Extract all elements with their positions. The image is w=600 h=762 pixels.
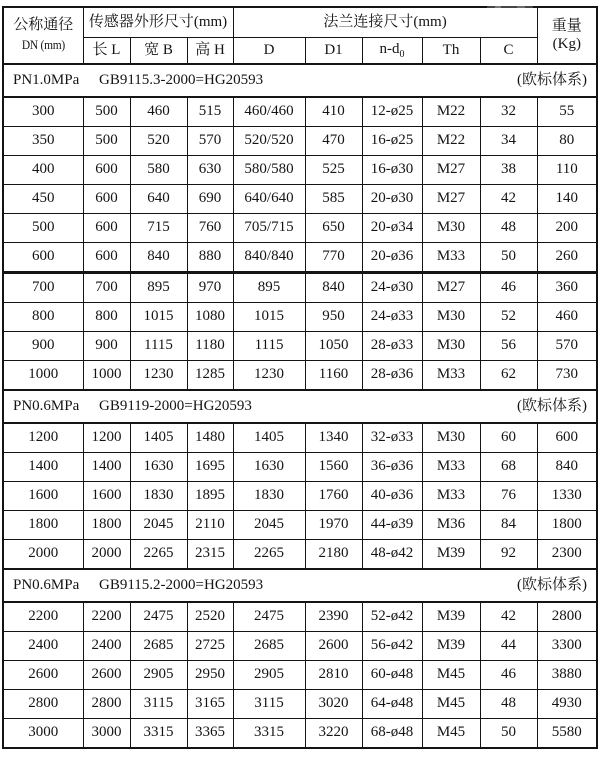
spec-cell: 600: [83, 243, 130, 273]
spec-cell: 62: [480, 361, 537, 391]
spec-cell: 1405: [130, 423, 187, 453]
spec-cell: 60-ø48: [362, 661, 422, 690]
spec-cell: 300: [3, 97, 83, 127]
spec-cell: 460: [537, 303, 597, 332]
spec-cell: 1630: [233, 453, 305, 482]
spec-cell: 80: [537, 127, 597, 156]
standard-code: GB9119-2000=HG20593: [99, 397, 252, 414]
spec-cell: 500: [83, 127, 130, 156]
spec-cell: 800: [83, 303, 130, 332]
spec-cell: 1015: [130, 303, 187, 332]
spec-cell: 2905: [233, 661, 305, 690]
spec-cell: 2265: [130, 540, 187, 570]
spec-cell: 56-ø42: [362, 632, 422, 661]
spec-cell: 3000: [3, 719, 83, 749]
col-header-height-h: 高 H: [187, 38, 233, 65]
spec-row: [3, 540, 597, 570]
spec-cell: 2200: [3, 602, 83, 632]
spec-cell: 1230: [130, 361, 187, 391]
spec-cell: 515: [187, 97, 233, 127]
spec-cell: 580/580: [233, 156, 305, 185]
spec-cell: 2000: [83, 540, 130, 570]
spec-cell: 1200: [3, 423, 83, 453]
section-header-row: [3, 569, 597, 602]
spec-cell: 2725: [187, 632, 233, 661]
spec-cell: 350: [3, 127, 83, 156]
spec-cell: M30: [422, 214, 480, 243]
weight-unit: (Kg): [552, 35, 581, 52]
spec-row: [3, 690, 597, 719]
spec-cell: 28-ø33: [362, 332, 422, 361]
spec-cell: 3115: [233, 690, 305, 719]
spec-cell: 2800: [83, 690, 130, 719]
spec-cell: 3220: [305, 719, 362, 749]
col-header-ndo: $n-d_0$: [362, 38, 422, 65]
spec-cell: 260: [537, 243, 597, 273]
spec-cell: 1160: [305, 361, 362, 391]
spec-cell: 32-ø33: [362, 423, 422, 453]
spec-row: [3, 332, 597, 361]
spec-cell: 2475: [233, 602, 305, 632]
spec-cell: 600: [83, 156, 130, 185]
col-header-c: C: [480, 38, 537, 65]
spec-cell: 1970: [305, 511, 362, 540]
col-group-flange-connection: 法兰连接尺寸(mm): [233, 7, 537, 38]
spec-cell: 2600: [3, 661, 83, 690]
spec-cell: 770: [305, 243, 362, 273]
spec-cell: M27: [422, 273, 480, 303]
spec-cell: M33: [422, 482, 480, 511]
spec-cell: 42: [480, 185, 537, 214]
spec-row: [3, 273, 597, 303]
spec-cell: M39: [422, 540, 480, 570]
spec-cell: 585: [305, 185, 362, 214]
spec-row: [3, 423, 597, 453]
spec-cell: M45: [422, 661, 480, 690]
spec-cell: 12-ø25: [362, 97, 422, 127]
spec-cell: 48-ø42: [362, 540, 422, 570]
spec-cell: 900: [83, 332, 130, 361]
spec-cell: 1560: [305, 453, 362, 482]
spec-cell: 50: [480, 243, 537, 273]
spec-cell: 1285: [187, 361, 233, 391]
spec-cell: M22: [422, 97, 480, 127]
spec-cell: 450: [3, 185, 83, 214]
spec-cell: M30: [422, 303, 480, 332]
spec-cell: 360: [537, 273, 597, 303]
spec-cell: 2685: [233, 632, 305, 661]
spec-row: [3, 511, 597, 540]
spec-cell: 2810: [305, 661, 362, 690]
spec-cell: 640: [130, 185, 187, 214]
spec-cell: 1400: [3, 453, 83, 482]
spec-cell: 1800: [3, 511, 83, 540]
spec-row: [3, 214, 597, 243]
spec-cell: 460: [130, 97, 187, 127]
spec-cell: 1600: [3, 482, 83, 511]
spec-cell: 3315: [233, 719, 305, 749]
spec-cell: 500: [3, 214, 83, 243]
flange-dimension-spec-table: [2, 6, 598, 749]
spec-cell: 2800: [3, 690, 83, 719]
spec-cell: 1830: [130, 482, 187, 511]
weight-title: 重量: [551, 18, 582, 35]
spec-row: [3, 632, 597, 661]
spec-cell: 1115: [130, 332, 187, 361]
spec-cell: M30: [422, 332, 480, 361]
spec-cell: 1800: [83, 511, 130, 540]
spec-cell: 2685: [130, 632, 187, 661]
standard-system-note: (欧标体系): [517, 576, 588, 593]
section-header-row: [3, 64, 597, 97]
spec-cell: 880: [187, 243, 233, 273]
spec-row: [3, 453, 597, 482]
spec-cell: 64-ø48: [362, 690, 422, 719]
spec-cell: 3115: [130, 690, 187, 719]
spec-row: [3, 127, 597, 156]
col-group-sensor-dimensions: 传感器外形尺寸(mm): [83, 7, 233, 38]
spec-cell: 24-ø33: [362, 303, 422, 332]
spec-cell: 48: [480, 214, 537, 243]
spec-cell: 2300: [537, 540, 597, 570]
spec-cell: 730: [537, 361, 597, 391]
spec-cell: 1480: [187, 423, 233, 453]
spec-row: [3, 719, 597, 749]
spec-cell: 2905: [130, 661, 187, 690]
spec-cell: 24-ø30: [362, 273, 422, 303]
spec-cell: 1830: [233, 482, 305, 511]
spec-cell: 16-ø25: [362, 127, 422, 156]
spec-cell: 56: [480, 332, 537, 361]
spec-cell: 410: [305, 97, 362, 127]
spec-cell: 1230: [233, 361, 305, 391]
spec-cell: 44-ø39: [362, 511, 422, 540]
col-header-width-b: 宽 B: [130, 38, 187, 65]
spec-cell: 840: [305, 273, 362, 303]
spec-cell: 1630: [130, 453, 187, 482]
spec-cell: 1340: [305, 423, 362, 453]
spec-cell: 950: [305, 303, 362, 332]
spec-row: [3, 97, 597, 127]
spec-cell: M39: [422, 602, 480, 632]
spec-row: [3, 602, 597, 632]
standard-code: GB9115.3-2000=HG20593: [99, 71, 264, 88]
dn-unit: DN (mm): [21, 37, 65, 52]
spec-cell: 500: [83, 97, 130, 127]
spec-cell: 895: [233, 273, 305, 303]
spec-cell: 1330: [537, 482, 597, 511]
spec-row: [3, 661, 597, 690]
spec-cell: 2950: [187, 661, 233, 690]
spec-cell: 1760: [305, 482, 362, 511]
spec-cell: 470: [305, 127, 362, 156]
spec-cell: 2800: [537, 602, 597, 632]
spec-cell: 700: [3, 273, 83, 303]
spec-cell: 690: [187, 185, 233, 214]
col-header-d1: D1: [305, 38, 362, 65]
spec-cell: 200: [537, 214, 597, 243]
spec-cell: 840/840: [233, 243, 305, 273]
spec-cell: 3365: [187, 719, 233, 749]
spec-cell: 2400: [83, 632, 130, 661]
spec-cell: 5580: [537, 719, 597, 749]
spec-cell: M33: [422, 361, 480, 391]
spec-cell: 16-ø30: [362, 156, 422, 185]
spec-cell: 760: [187, 214, 233, 243]
spec-row: [3, 303, 597, 332]
spec-row: [3, 185, 597, 214]
spec-cell: 640/640: [233, 185, 305, 214]
spec-cell: 3300: [537, 632, 597, 661]
spec-cell: M30: [422, 423, 480, 453]
spec-cell: 1400: [83, 453, 130, 482]
spec-cell: 32: [480, 97, 537, 127]
spec-cell: 3880: [537, 661, 597, 690]
spec-cell: 460/460: [233, 97, 305, 127]
cropped-text-artifact: [487, 6, 533, 8]
spec-cell: 1695: [187, 453, 233, 482]
spec-cell: 525: [305, 156, 362, 185]
table-header: [3, 7, 597, 64]
spec-cell: 2110: [187, 511, 233, 540]
spec-cell: 705/715: [233, 214, 305, 243]
standard-system-note: (欧标体系): [517, 71, 588, 88]
spec-cell: 570: [187, 127, 233, 156]
spec-cell: 20-ø36: [362, 243, 422, 273]
spec-cell: 2265: [233, 540, 305, 570]
spec-cell: M33: [422, 243, 480, 273]
pressure-rating: PN0.6MPa: [13, 397, 80, 414]
spec-cell: 520/520: [233, 127, 305, 156]
col-header-d: D: [233, 38, 305, 65]
spec-cell: 1600: [83, 482, 130, 511]
spec-cell: 1200: [83, 423, 130, 453]
spec-cell: 3315: [130, 719, 187, 749]
spec-cell: M45: [422, 690, 480, 719]
spec-cell: 2045: [130, 511, 187, 540]
section-header-row: [3, 390, 597, 423]
dn-title: 公称通径: [13, 16, 74, 33]
spec-cell: 580: [130, 156, 187, 185]
spec-cell: 46: [480, 273, 537, 303]
spec-cell: 1080: [187, 303, 233, 332]
spec-cell: M27: [422, 185, 480, 214]
spec-cell: 1405: [233, 423, 305, 453]
spec-cell: 20-ø30: [362, 185, 422, 214]
pressure-rating: PN0.6MPa: [13, 576, 80, 593]
col-header-th: Th: [422, 38, 480, 65]
spec-cell: M45: [422, 719, 480, 749]
spec-cell: 2200: [83, 602, 130, 632]
spec-cell: 600: [83, 185, 130, 214]
spec-cell: 84: [480, 511, 537, 540]
spec-cell: 2400: [3, 632, 83, 661]
spec-cell: 2000: [3, 540, 83, 570]
spec-cell: 1180: [187, 332, 233, 361]
spec-cell: 46: [480, 661, 537, 690]
spec-cell: 3000: [83, 719, 130, 749]
spec-cell: 570: [537, 332, 597, 361]
spec-cell: 2390: [305, 602, 362, 632]
spec-cell: 2520: [187, 602, 233, 632]
spec-cell: M33: [422, 453, 480, 482]
spec-cell: 55: [537, 97, 597, 127]
spec-cell: 42: [480, 602, 537, 632]
spec-cell: 40-ø36: [362, 482, 422, 511]
spec-cell: 400: [3, 156, 83, 185]
standard-code: GB9115.2-2000=HG20593: [99, 576, 264, 593]
spec-cell: 1000: [3, 361, 83, 391]
spec-cell: 52-ø42: [362, 602, 422, 632]
spec-cell: 4930: [537, 690, 597, 719]
spec-cell: 92: [480, 540, 537, 570]
spec-cell: 600: [83, 214, 130, 243]
spec-cell: 715: [130, 214, 187, 243]
spec-cell: 52: [480, 303, 537, 332]
spec-cell: 630: [187, 156, 233, 185]
spec-cell: 34: [480, 127, 537, 156]
spec-cell: 2600: [305, 632, 362, 661]
spec-cell: 1050: [305, 332, 362, 361]
spec-cell: 2600: [83, 661, 130, 690]
spec-cell: 48: [480, 690, 537, 719]
spec-cell: 20-ø34: [362, 214, 422, 243]
spec-cell: 1115: [233, 332, 305, 361]
spec-cell: 2475: [130, 602, 187, 632]
spec-cell: 60: [480, 423, 537, 453]
spec-cell: 38: [480, 156, 537, 185]
spec-cell: 970: [187, 273, 233, 303]
spec-cell: 3020: [305, 690, 362, 719]
spec-cell: 600: [537, 423, 597, 453]
spec-cell: 110: [537, 156, 597, 185]
col-header-weight: [537, 7, 597, 64]
spec-cell: 36-ø36: [362, 453, 422, 482]
spec-cell: 700: [83, 273, 130, 303]
spec-cell: 2315: [187, 540, 233, 570]
spec-cell: 895: [130, 273, 187, 303]
col-header-length-l: 长 L: [83, 38, 130, 65]
spec-cell: 68-ø48: [362, 719, 422, 749]
spec-cell: 1000: [83, 361, 130, 391]
spec-cell: 1015: [233, 303, 305, 332]
col-header-dn: [3, 7, 83, 64]
spec-cell: M22: [422, 127, 480, 156]
spec-row: [3, 482, 597, 511]
spec-cell: 68: [480, 453, 537, 482]
spec-row: [3, 243, 597, 273]
spec-cell: 44: [480, 632, 537, 661]
spec-cell: 900: [3, 332, 83, 361]
pressure-rating: PN1.0MPa: [13, 71, 80, 88]
table-body: [3, 64, 597, 748]
standard-system-note: (欧标体系): [517, 397, 588, 414]
spec-cell: M36: [422, 511, 480, 540]
spec-cell: 28-ø36: [362, 361, 422, 391]
spec-cell: 600: [3, 243, 83, 273]
spec-cell: M27: [422, 156, 480, 185]
spec-row: [3, 156, 597, 185]
spec-cell: 50: [480, 719, 537, 749]
spec-cell: M39: [422, 632, 480, 661]
spec-cell: 2045: [233, 511, 305, 540]
spec-cell: 3165: [187, 690, 233, 719]
spec-cell: 840: [537, 453, 597, 482]
spec-row: [3, 361, 597, 391]
spec-cell: 520: [130, 127, 187, 156]
spec-cell: 1800: [537, 511, 597, 540]
spec-cell: 650: [305, 214, 362, 243]
spec-cell: 140: [537, 185, 597, 214]
spec-cell: 800: [3, 303, 83, 332]
spec-cell: 840: [130, 243, 187, 273]
spec-cell: 1895: [187, 482, 233, 511]
spec-cell: 2180: [305, 540, 362, 570]
spec-cell: 76: [480, 482, 537, 511]
